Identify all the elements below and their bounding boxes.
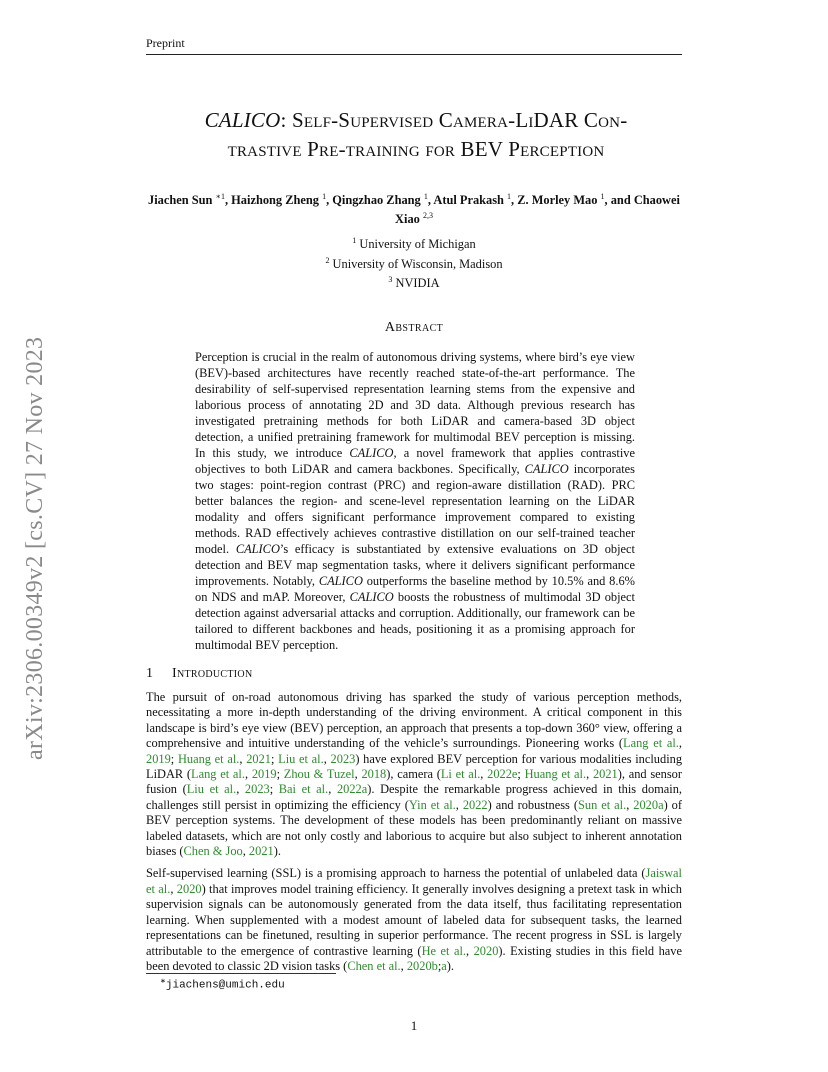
paragraph-text: Self-supervised learning (SSL) is a promising approach to harness the potential of unlabeled data (	[146, 866, 646, 881]
author-list: Jiachen Sun $^{∗1}$, Haizhong Zheng $^1$, Qingzhao Zhang $^1$, Atul Prakash $^1$, Z. Morley Mao $^1$, and Chaowei Xiao $^{2,3}$	[148, 192, 680, 227]
title-method-name: CALICO	[204, 108, 281, 132]
abstract-heading: Abstract	[384, 320, 444, 335]
citation-link[interactable]: 2021	[246, 751, 271, 766]
paragraph-text: ,	[400, 958, 407, 973]
citation-link[interactable]: 2020a	[633, 797, 664, 812]
author-name: Haizhong Zheng	[231, 193, 323, 208]
section-title: Introduction	[172, 666, 253, 681]
author-affiliation-marker: ∗1	[215, 192, 225, 201]
citation-link[interactable]: Huang et al.	[524, 767, 587, 782]
affiliation-line	[146, 233, 682, 253]
affiliation-list	[146, 233, 682, 292]
citation-link[interactable]: He et al.	[421, 943, 466, 958]
author-affiliation-marker: 2,3	[422, 211, 433, 221]
introduction-body	[146, 690, 682, 981]
affiliation-marker: 3	[388, 275, 393, 285]
paragraph-text: ;	[437, 958, 442, 973]
citation-link[interactable]: 2019	[251, 767, 277, 782]
paragraph-text: ). Existing studies in this field have been devoted to classic 2D vision tasks (	[146, 943, 682, 973]
method-name: CALICO	[318, 574, 363, 588]
paragraph-text: ,	[480, 767, 488, 782]
paragraph-text: ,	[466, 943, 474, 958]
citation-link[interactable]: 2022e	[487, 767, 518, 782]
author-affiliation-marker: 1	[507, 192, 512, 201]
abstract-text: ’s efficacy is substantiated by extensive evaluations on 3D object detection and BEV map segmentation tasks, where it delivers significant performance improvements. Notably,	[195, 542, 635, 588]
citation-link[interactable]: Chen et al.	[347, 958, 401, 973]
citation-link[interactable]: Yin et al.	[408, 797, 456, 812]
author-name: Jiachen Sun	[148, 193, 216, 208]
paragraph-text: ,	[455, 797, 463, 812]
paragraph-text: ;	[270, 751, 279, 766]
citation-link[interactable]: a	[441, 958, 447, 973]
author-affiliation-marker: 1	[600, 192, 605, 201]
method-name: CALICO	[349, 446, 394, 460]
citation-link[interactable]: Liu et al.	[186, 782, 237, 797]
paragraph-text: ;	[269, 782, 279, 797]
citation-link[interactable]: 2020b	[406, 958, 438, 973]
method-name: CALICO	[235, 542, 280, 556]
paragraph-text: ,	[678, 736, 683, 751]
abstract-text: , a novel framework that applies contrastive objectives to both LiDAR and camera backbones. Specifically,	[195, 446, 635, 476]
citation-link[interactable]: Zhou & Tuzel	[283, 767, 355, 782]
paragraph-text: ;	[517, 767, 525, 782]
paragraph-text: ;	[276, 767, 284, 782]
section-number: 1	[146, 666, 153, 681]
paragraph-text: ,	[586, 767, 593, 782]
author-affiliation-marker: 1	[322, 192, 327, 201]
abstract-text: boosts the robustness of multimodal 3D object detection against adversarial attacks and corruption. Additionally, our framework can be tailored to different backbones and heads, positioning it as a promising approach for multimodal BEV perception.	[195, 590, 635, 652]
citation-link[interactable]: 2021	[592, 767, 618, 782]
abstract-body	[195, 349, 635, 653]
citation-link[interactable]: Liu et al.	[278, 751, 324, 766]
citation-link[interactable]: 2022a	[336, 782, 368, 797]
citation-link[interactable]: Lang et al.	[623, 736, 679, 751]
paragraph-text: ;	[170, 751, 178, 766]
author-name: Atul Prakash	[433, 193, 508, 208]
method-name: CALICO	[524, 462, 569, 476]
paragraph-text: ).	[446, 958, 455, 973]
footnote-text: jiachens@umich.edu	[165, 979, 285, 992]
citation-link[interactable]: 2022	[462, 797, 488, 812]
abstract-text: outperforms the baseline method by 10.5% and 8.6% on NDS and mAP. Moreover,	[195, 574, 635, 604]
paragraph-text: The pursuit of on-road autonomous driving has sparked the study of various perception methods, necessitating a more in-depth understanding of the driving environment. A critical component in this landscape is bird’s eye view (BEV) perception, an approach that presents a top-down 360° view, offering a comprehensive and intuitive understanding of the vehicle’s surroundings. Pioneering works (	[146, 690, 682, 751]
abstract-text: incorporates two stages: point-region contrast (PRC) and region-aware distillation (RAD). PRC better balances the region- and scene-level representation learning on the LiDAR modality and offers significant performance improvement compared to existing methods. RAD effectively achieves contrastive distillation on our self-trained teacher model.	[195, 462, 635, 556]
citation-link[interactable]: 2018	[361, 767, 387, 782]
paragraph-text: ,	[242, 844, 249, 859]
arxiv-identifier-stamp: arXiv:2306.00349v2 [cs.CV] 27 Nov 2023	[22, 336, 48, 760]
running-header: Preprint	[146, 36, 682, 55]
affiliation-marker: 1	[352, 236, 357, 245]
citation-link[interactable]: Sun et al.	[577, 797, 627, 812]
author-conjunction: , and	[604, 193, 634, 208]
citation-link[interactable]: Jaiswal et al.	[146, 866, 682, 896]
citation-link[interactable]: 2021	[248, 844, 274, 859]
citation-link[interactable]: 2020	[176, 881, 202, 896]
citation-link[interactable]: Bai et al.	[278, 782, 329, 797]
footnote-email	[160, 977, 285, 992]
author-name: Chaowei Xiao	[395, 193, 680, 227]
paragraph-text: ,	[354, 767, 362, 782]
paragraph-text: ,	[626, 797, 634, 812]
citation-link[interactable]: Huang et al.	[177, 751, 240, 766]
paragraph-text: ), and sensor fusion (	[146, 767, 682, 797]
citation-link[interactable]: 2019	[146, 751, 171, 766]
title-line-2: trastive Pre-training for BEV Perception	[227, 137, 605, 161]
paragraph-text: ). Despite the remarkable progress achieved in this domain, challenges still persist in optimizing the efficiency (	[146, 782, 683, 812]
paragraph-text: ,	[170, 881, 177, 896]
abstract-text: Perception is crucial in the realm of autonomous driving systems, where bird’s eye view (BEV)-based architectures have recently reached state-of-the-art performance. The desirability of self-supervised representation learning stems from the expensive and laborious process of annotating 2D and 3D data. Although previous research has investigated pretraining methods for both LiDAR and camera-based 3D object detection, a unified pretraining framework for multimodal BEV perception is missing. In this study, we introduce	[195, 350, 635, 460]
paragraph	[146, 690, 682, 859]
paragraph-text: ,	[328, 782, 337, 797]
citation-link[interactable]: Chen & Joo	[183, 844, 243, 859]
affiliation-name: University of Michigan	[356, 237, 476, 252]
paragraph-text: ,	[323, 751, 331, 766]
citation-link[interactable]: 2023	[244, 782, 270, 797]
citation-link[interactable]: Li et al.	[440, 767, 481, 782]
author-affiliation-marker: 1	[423, 192, 428, 201]
affiliation-name: University of Wisconsin, Madison	[329, 256, 503, 271]
footnote-marker: ∗	[160, 977, 166, 985]
affiliation-name: NVIDIA	[392, 276, 440, 291]
paragraph-text: ) and robustness (	[487, 797, 578, 812]
paragraph-text: ,	[236, 782, 245, 797]
title-line-1: : Self-Supervised Camera-LiDAR Con-	[280, 108, 628, 132]
citation-link[interactable]: 2020	[473, 943, 499, 958]
paragraph-text: ,	[244, 767, 252, 782]
method-name: CALICO	[349, 590, 394, 604]
citation-link[interactable]: Lang et al.	[191, 767, 245, 782]
affiliation-line	[146, 272, 682, 292]
section-heading-introduction	[146, 666, 252, 682]
page-number: 1	[410, 1018, 418, 1033]
paragraph-text: ) that improves model training efficiency. It generally involves designing a pretext task in which supervision signals can be autonomously generated from the data itself, thus facilitating representation learning. When supplemented with a modest amount of labeled data for subsequent tasks, the learned representations can be finetuned, resulting in superior performance. The recent progress in SSL is largely attributable to the emergence of contrastive learning (	[146, 881, 682, 958]
paragraph-text: ).	[273, 844, 281, 859]
affiliation-marker: 2	[325, 255, 330, 265]
paragraph-text: ) have explored BEV perception for various modalities including LiDAR (	[146, 751, 683, 782]
author-name: Qingzhao Zhang	[332, 193, 424, 208]
paragraph	[146, 866, 682, 974]
citation-link[interactable]: 2023	[330, 751, 356, 766]
affiliation-line	[146, 253, 682, 273]
paragraph-text: ,	[239, 751, 247, 766]
paragraph-text: ), camera (	[386, 767, 441, 782]
author-name: Z. Morley Mao	[517, 193, 601, 208]
footnote-rule	[146, 973, 336, 974]
paper-title	[146, 106, 686, 164]
paragraph-text: ) of BEV perception systems. The development of these models has been predominantly reliant on massive labeled datasets, which are not only costly and laborious to acquire but also subject to inherent annotation biases (	[146, 797, 682, 859]
